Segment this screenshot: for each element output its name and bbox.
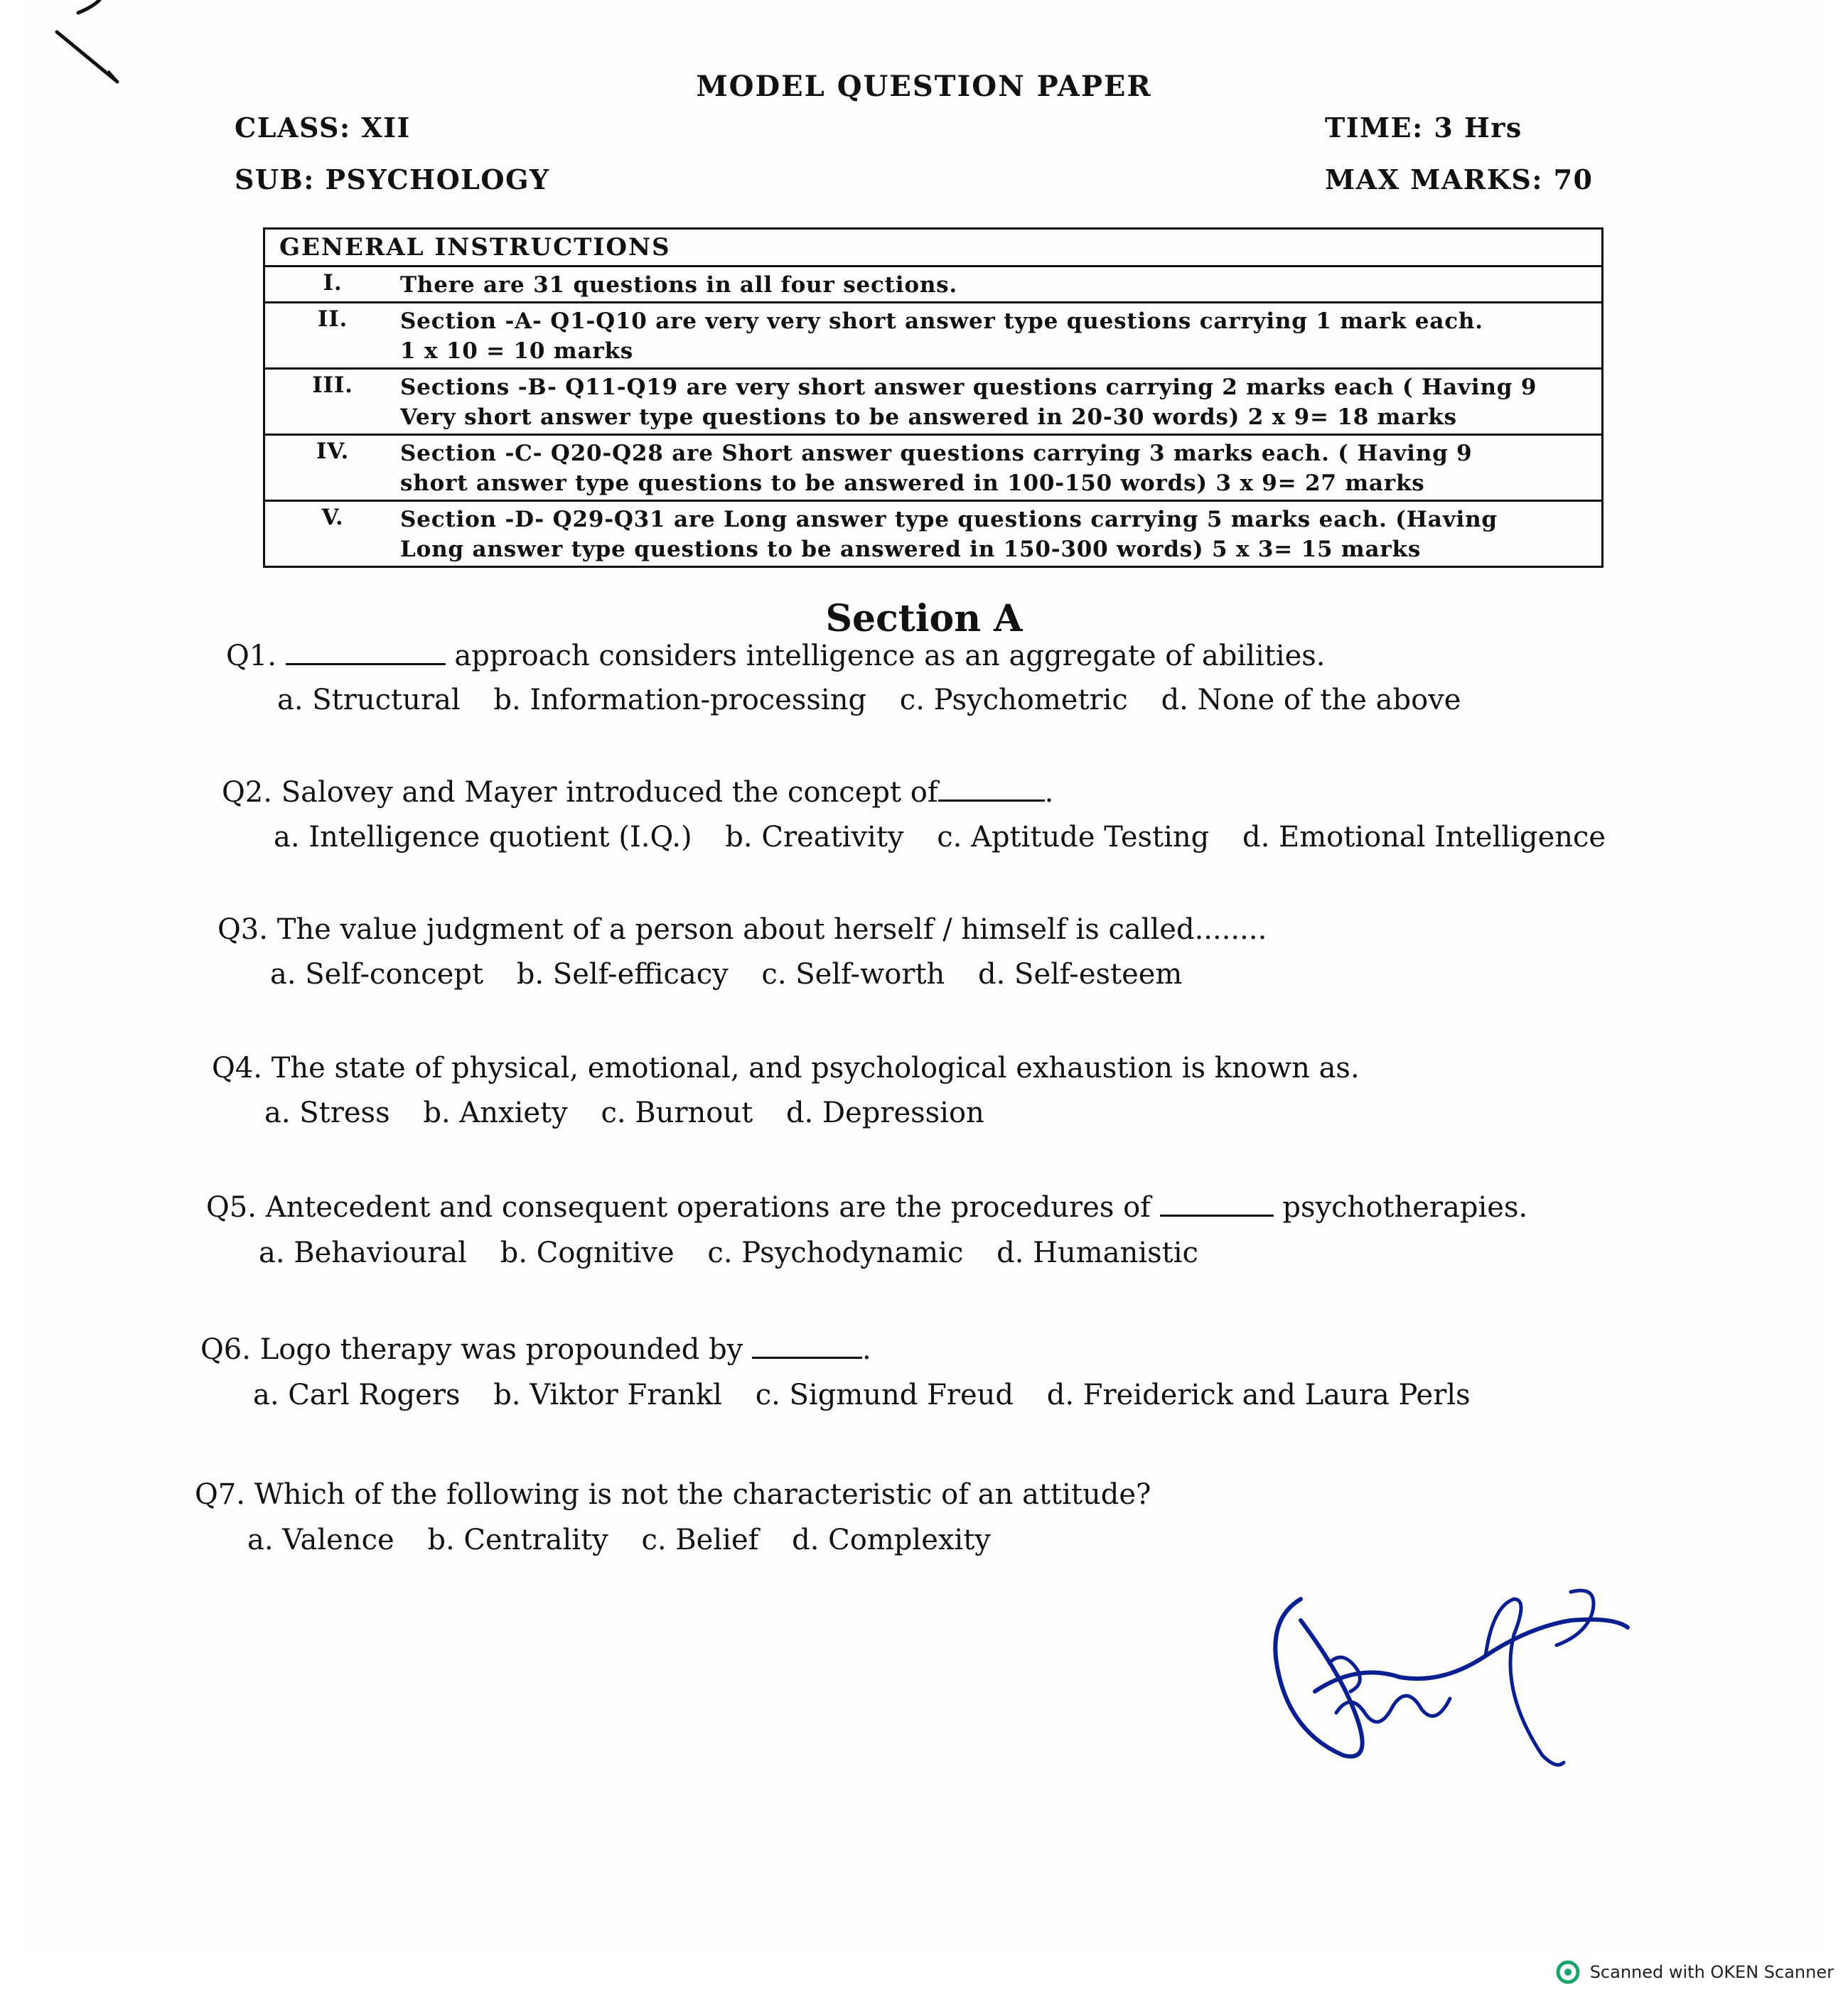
instruction-row <box>264 435 1603 501</box>
option-a[interactable]: a. Valence <box>247 1524 394 1556</box>
question-4-options <box>264 1097 1009 1129</box>
option-a[interactable]: a. Carl Rogers <box>253 1379 461 1411</box>
answer-blank <box>752 1352 862 1359</box>
instruction-line: Sections -B- Q11-Q19 are very short answer questions carrying 2 marks each ( Having 9 <box>400 375 1537 400</box>
question-text: Antecedent and consequent operations are the procedures of <box>265 1191 1151 1224</box>
question-5-options <box>259 1237 1223 1269</box>
instruction-line: Section -C- Q20-Q28 are Short answer questions carrying 3 marks each. ( Having 9 <box>400 441 1473 466</box>
option-b[interactable]: b. Information-processing <box>493 684 867 716</box>
answer-blank <box>1160 1210 1274 1217</box>
option-b[interactable]: b. Cognitive <box>500 1237 675 1269</box>
instruction-line: Very short answer type questions to be answered in 20-30 words) 2 x 9= 18 marks <box>400 404 1457 430</box>
scanner-logo-icon <box>1556 1960 1580 1984</box>
option-a[interactable]: a. Self-concept <box>270 958 484 991</box>
option-d[interactable]: d. Complexity <box>792 1524 991 1556</box>
general-instructions-table <box>263 227 1603 568</box>
option-b[interactable]: b. Viktor Frankl <box>493 1379 722 1411</box>
question-4 <box>212 1052 1360 1085</box>
question-text: approach considers intelligence as an aggregate of abilities. <box>454 640 1326 672</box>
instruction-text <box>400 267 1603 303</box>
instruction-number: I. <box>264 267 401 303</box>
paper-title: MODEL QUESTION PAPER <box>696 70 1152 103</box>
question-7-options <box>247 1524 1015 1556</box>
instruction-row <box>264 267 1603 303</box>
question-number: Q5. <box>206 1191 257 1224</box>
option-b[interactable]: b. Anxiety <box>423 1097 568 1129</box>
option-d[interactable]: d. Emotional Intelligence <box>1242 821 1606 854</box>
question-number: Q1. <box>226 640 276 672</box>
option-d[interactable]: d. Self-esteem <box>978 958 1183 991</box>
instruction-line: There are 31 questions in all four sections. <box>400 272 958 298</box>
question-3 <box>217 913 1267 946</box>
instruction-line: short answer type questions to be answered in 100-150 words) 3 x 9= 27 marks <box>400 470 1425 496</box>
question-text-end: . <box>1044 776 1054 809</box>
question-text: Salovey and Mayer introduced the concept of <box>281 776 938 809</box>
instruction-number: II. <box>264 303 401 369</box>
option-b[interactable]: b. Centrality <box>427 1524 608 1556</box>
instructions-heading: GENERAL INSTRUCTIONS <box>264 229 1603 267</box>
instruction-number: IV. <box>264 435 401 501</box>
instruction-line: Long answer type questions to be answered in 150-300 words) 5 x 3= 15 marks <box>400 537 1422 562</box>
question-number: Q7. <box>195 1478 245 1511</box>
question-number: Q6. <box>200 1333 251 1366</box>
instruction-text <box>400 435 1603 501</box>
instruction-number: III. <box>264 369 401 435</box>
answer-blank <box>286 659 446 665</box>
option-d[interactable]: d. Humanistic <box>996 1237 1198 1269</box>
option-c[interactable]: c. Belief <box>641 1524 759 1556</box>
max-marks-label: MAX MARKS: 70 <box>1325 163 1594 195</box>
question-6-options <box>253 1379 1495 1411</box>
option-a[interactable]: a. Stress <box>264 1097 390 1129</box>
class-label: CLASS: XII <box>235 112 411 144</box>
option-c[interactable]: c. Aptitude Testing <box>937 821 1210 854</box>
option-a[interactable]: a. Behavioural <box>259 1237 467 1269</box>
question-1 <box>226 640 1326 672</box>
instruction-number: V. <box>264 501 401 567</box>
time-label: TIME: 3 Hrs <box>1325 112 1522 144</box>
question-5 <box>206 1191 1527 1224</box>
scanner-watermark <box>1556 1960 1834 1984</box>
question-text-end: psychotherapies. <box>1282 1191 1528 1224</box>
question-text: The value judgment of a person about herself / himself is called........ <box>276 913 1267 946</box>
option-d[interactable]: d. Freiderick and Laura Perls <box>1046 1379 1471 1411</box>
option-c[interactable]: c. Psychometric <box>899 684 1128 716</box>
subject-label: SUB: PSYCHOLOGY <box>235 163 550 195</box>
question-2 <box>222 776 1053 809</box>
answer-blank <box>938 795 1045 802</box>
question-text-end: . <box>862 1333 871 1366</box>
option-c[interactable]: c. Self-worth <box>761 958 945 991</box>
instruction-text <box>400 369 1603 435</box>
instruction-row <box>264 303 1603 369</box>
question-1-options <box>277 684 1485 716</box>
question-6 <box>200 1333 871 1366</box>
scanner-text: Scanned with OKEN Scanner <box>1589 1962 1834 1982</box>
option-d[interactable]: d. Depression <box>785 1097 984 1129</box>
option-c[interactable]: c. Sigmund Freud <box>755 1379 1014 1411</box>
option-a[interactable]: a. Intelligence quotient (I.Q.) <box>274 821 692 854</box>
option-a[interactable]: a. Structural <box>277 684 461 716</box>
question-text: Logo therapy was propounded by <box>259 1333 743 1366</box>
option-b[interactable]: b. Creativity <box>725 821 904 854</box>
option-c[interactable]: c. Psychodynamic <box>707 1237 964 1269</box>
option-b[interactable]: b. Self-efficacy <box>516 958 729 991</box>
instruction-row <box>264 369 1603 435</box>
instruction-text <box>400 303 1603 369</box>
question-7 <box>195 1478 1151 1511</box>
question-number: Q4. <box>212 1052 262 1085</box>
question-number: Q2. <box>222 776 272 809</box>
question-number: Q3. <box>217 913 268 946</box>
instruction-line: Section -D- Q29-Q31 are Long answer type questions carrying 5 marks each. (Having <box>400 507 1498 532</box>
instruction-text <box>400 501 1603 567</box>
question-2-options <box>274 821 1630 854</box>
instruction-line: Section -A- Q1-Q10 are very very short answer type questions carrying 1 mark each. <box>400 308 1483 334</box>
instruction-row <box>264 501 1603 567</box>
instruction-line: 1 x 10 = 10 marks <box>400 338 634 364</box>
handwritten-signature <box>1258 1578 1635 1777</box>
option-c[interactable]: c. Burnout <box>601 1097 753 1129</box>
question-text: The state of physical, emotional, and psychological exhaustion is known as. <box>271 1052 1360 1085</box>
question-text: Which of the following is not the characteristic of an attitude? <box>254 1478 1151 1511</box>
section-a-title: Section A <box>825 597 1023 640</box>
question-3-options <box>270 958 1206 991</box>
option-d[interactable]: d. None of the above <box>1161 684 1461 716</box>
